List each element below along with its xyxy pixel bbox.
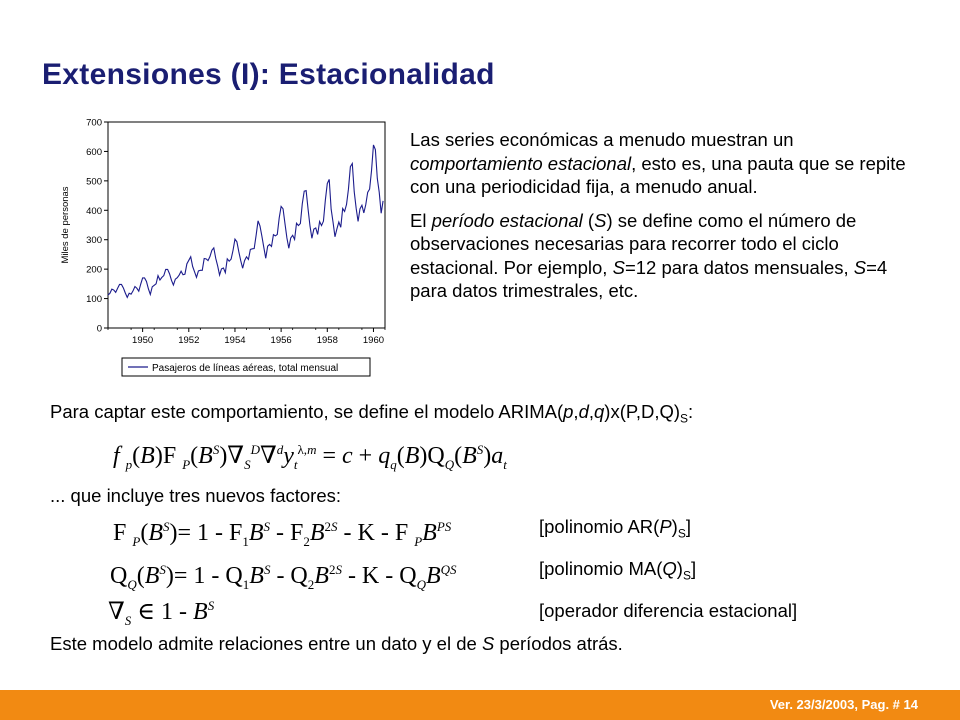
conclusion-emphasis: S <box>481 633 495 654</box>
factors-intro: ... que incluye tres nuevos factores: <box>50 485 342 506</box>
description-text <box>410 128 910 313</box>
conclusion-text-b: períodos atrás. <box>494 633 623 654</box>
passenger-chart <box>55 112 395 384</box>
model-p: p <box>563 401 574 422</box>
model-comma-2: , <box>588 401 594 422</box>
model-comma-1: , <box>573 401 579 422</box>
para2-text-e: =4 para datos trimestrales, etc. <box>410 256 888 301</box>
seasonal-difference-operator: $\nabla_S$ ∈ $1 - B^S$ <box>108 598 215 628</box>
x-tick-label: 1956 <box>270 335 292 346</box>
legend-label: Pasajeros de líneas aéreas, total mensual <box>152 363 339 374</box>
ar-polynomial-label <box>539 516 691 541</box>
para2-emphasis-3: S <box>612 256 625 278</box>
x-tick-label: 1958 <box>316 335 338 346</box>
x-tick-label: 1954 <box>224 335 246 346</box>
x-tick-label: 1960 <box>362 335 385 346</box>
conclusion-text-a: Este modelo admite relaciones entre un dato y el de <box>50 633 482 654</box>
para2-text-d: =12 para datos mensuales, <box>624 256 854 278</box>
footer-bar <box>0 690 960 720</box>
arima-model-equation: f $_p$(B)F $_P(B^S)\nabla_S^D\nabla^dy_t^{\lambda,m} = c + q_q(B)Q_Q(B^S)a_t$ <box>113 442 507 472</box>
y-tick-label: 600 <box>86 146 102 158</box>
model-text-b: )x(P,D,Q) <box>604 401 681 422</box>
series-line <box>108 145 383 297</box>
paragraph-seasonal-behaviour <box>410 128 910 199</box>
model-text-a: Para captar este comportamiento, se define el modelo ARIMA( <box>50 401 564 422</box>
y-tick-label: 200 <box>86 264 102 276</box>
bracket1-subscript: S <box>677 526 686 541</box>
ar-seasonal-polynomial: F $_P(B^S)= 1 - F_1B^S - F_2B^{2S} - K - F$ $_PB^{PS}$ <box>113 519 452 549</box>
bracket1-text-c: ] <box>685 516 691 537</box>
footer-version: Ver. 23/3/2003, Pag. # 14 <box>769 697 918 712</box>
seasonal-difference-label: [operador diferencia estacional] <box>539 600 798 621</box>
para2-emphasis-2: S <box>594 209 607 231</box>
y-tick-label: 300 <box>86 235 102 247</box>
model-colon: : <box>688 401 694 422</box>
y-tick-label: 400 <box>86 205 102 217</box>
y-tick-label: 700 <box>86 117 102 129</box>
bracket2-emphasis: Q <box>662 558 677 579</box>
bracket2-text-b: ) <box>676 558 683 579</box>
para2-text-c: ) se define como el número de observaciones necesarias para recorrer todo el ciclo estacional. Por ejemplo, <box>410 209 857 278</box>
y-tick-label: 100 <box>86 294 102 306</box>
bracket1-text-b: ) <box>671 516 678 537</box>
para2-text-b: ( <box>582 209 595 231</box>
model-d: d <box>578 401 589 422</box>
y-axis-label: Miles de personas <box>60 186 71 264</box>
para2-text-a: El <box>410 209 432 231</box>
slide-title: Extensiones (I): Estacionalidad <box>42 58 495 91</box>
bracket2-text-c: ] <box>690 558 697 579</box>
bracket1-text-a: [polinomio AR( <box>539 516 660 537</box>
ma-polynomial-label <box>539 558 696 583</box>
x-tick-label: 1952 <box>178 335 200 346</box>
para1-text-a: Las series económicas a menudo muestran un <box>410 129 794 150</box>
ma-seasonal-polynomial: $Q_Q(B^S)= 1 - Q_1B^S - Q_2B^{2S} - K - Q_QB^{QS}$ <box>110 562 457 592</box>
chart-svg <box>55 112 395 384</box>
x-tick-label: 1950 <box>132 335 154 346</box>
conclusion <box>50 633 623 655</box>
para1-emphasis: comportamiento estacional <box>410 152 632 174</box>
bracket2-text-a: [polinomio MA( <box>539 558 663 579</box>
bracket2-subscript: S <box>682 568 691 583</box>
model-subscript: S <box>680 411 689 426</box>
y-tick-label: 500 <box>86 176 102 188</box>
paragraph-seasonal-period <box>410 209 910 303</box>
bracket1-emphasis: P <box>659 516 672 537</box>
plot-frame <box>108 122 385 328</box>
model-q: q <box>594 401 605 422</box>
para1-text-b: , esto es, una pauta que se repite con una periodicidad fija, a menudo anual. <box>410 152 906 197</box>
y-tick-label: 0 <box>96 323 102 335</box>
model-definition <box>50 401 693 430</box>
para2-emphasis-1: período estacional <box>431 209 583 231</box>
para2-emphasis-4: S <box>853 256 867 278</box>
